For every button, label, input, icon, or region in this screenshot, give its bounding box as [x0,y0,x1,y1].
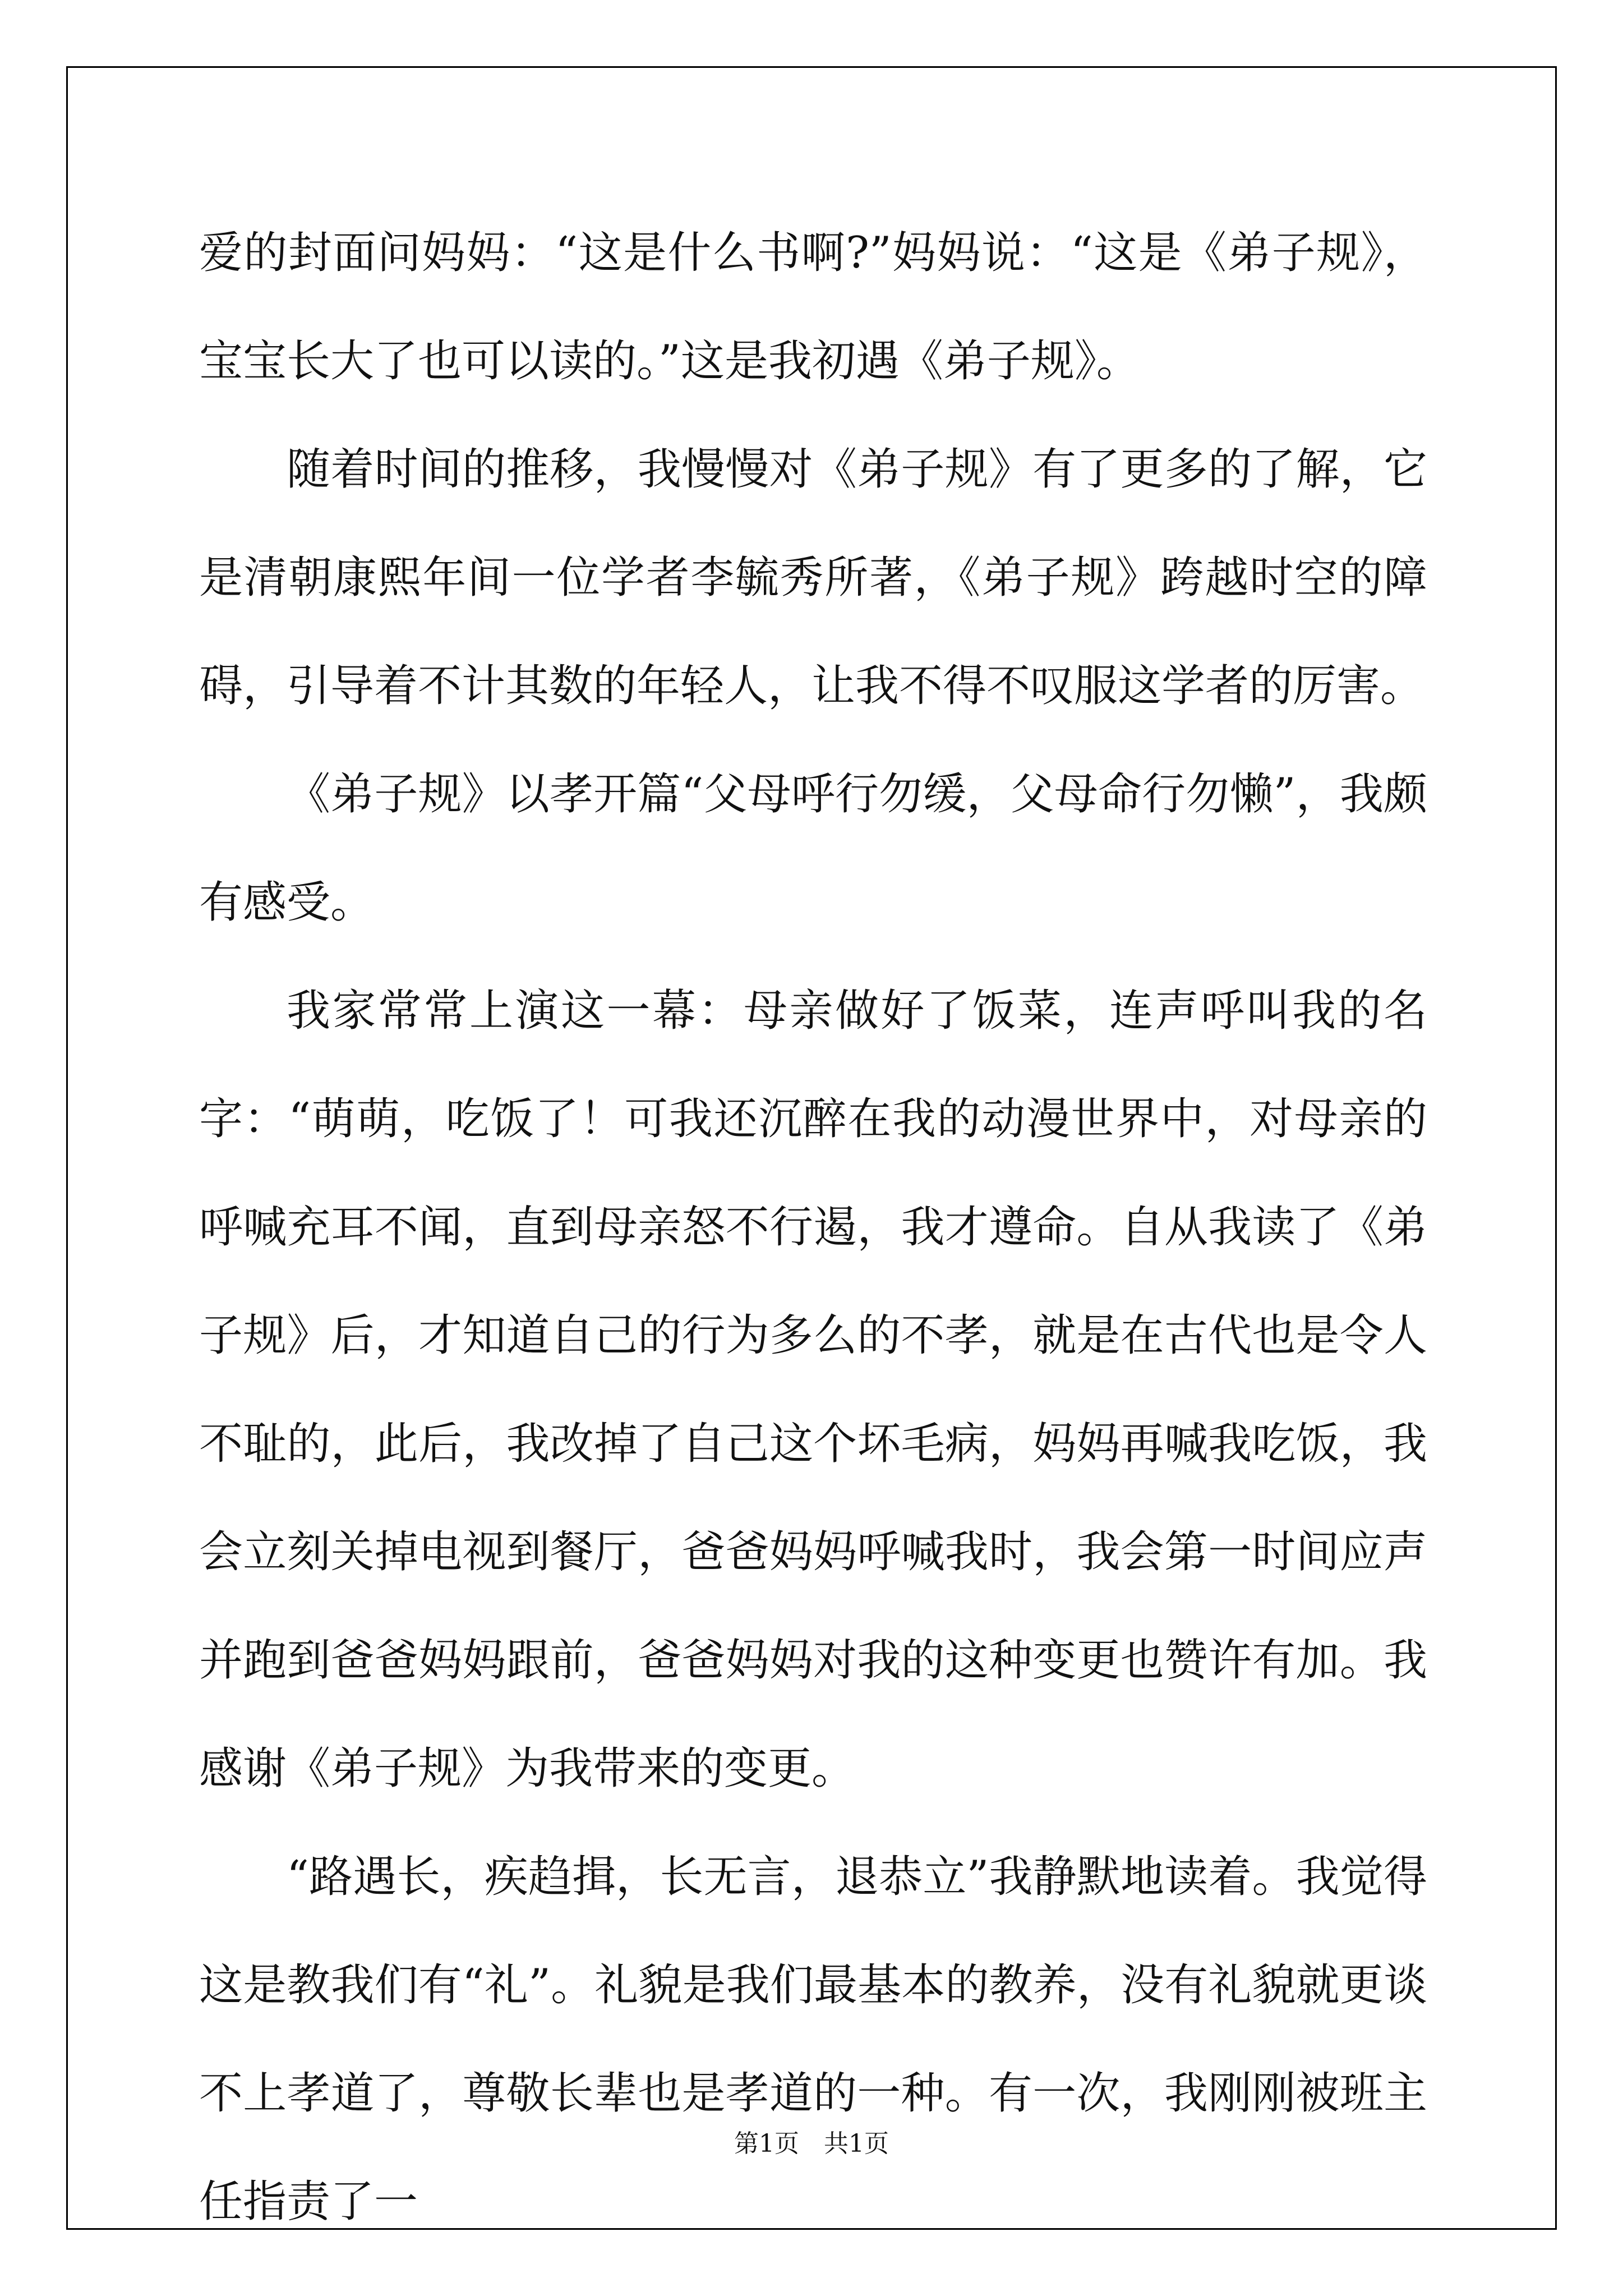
document-body [199,199,1427,2256]
paragraph-2: 随着时间的推移，我慢慢对《弟子规》有了更多的了解，它是清朝康熙年间一位学者李毓秀所著，《弟子规》跨越时空的障碍，引导着不计其数的年轻人，让我不得不叹服这学者的厉害。 [199,444,1427,711]
paragraph-5: “路遇长，疾趋揖，长无言，退恭立”我静默地读着。我觉得这是教我们有“礼”。礼貌是我们最基本的教养，没有礼貌就更谈不上孝道了，尊敬长辈也是孝道的一种。有一次，我刚刚被班主任指责了一 [199,1852,1427,2227]
paragraph-3: 《弟子规》以孝开篇“父母呼行勿缓，父母命行勿懒”，我颇有感受。 [199,769,1427,928]
paragraph-4: 我家常常上演这一幕：母亲做好了饭菜，连声呼叫我的名字：“萌萌，吃饭了！可我还沉醉在我的动漫世界中，对母亲的呼喊充耳不闻，直到母亲怒不行遏，我才遵命。自从我读了《弟子规》后，才知道自己的行为多么的不孝，就是在古代也是令人不耻的，此后，我改掉了自己这个坏毛病，妈妈再喊我吃饭，我会立刻关掉电视到餐厅，爸爸妈妈呼喊我时，我会第一时间应声并跑到爸爸妈妈跟前，爸爸妈妈对我的这种变更也赞许有加。我感谢《弟子规》为我带来的变更。 [199,986,1427,1794]
paragraph-1: 爱的封面问妈妈：“这是什么书啊?”妈妈说：“这是《弟子规》，宝宝长大了也可以读的。”这是我初遇《弟子规》。 [199,228,1427,386]
page-number: 第1页 共1页 [734,2129,889,2158]
